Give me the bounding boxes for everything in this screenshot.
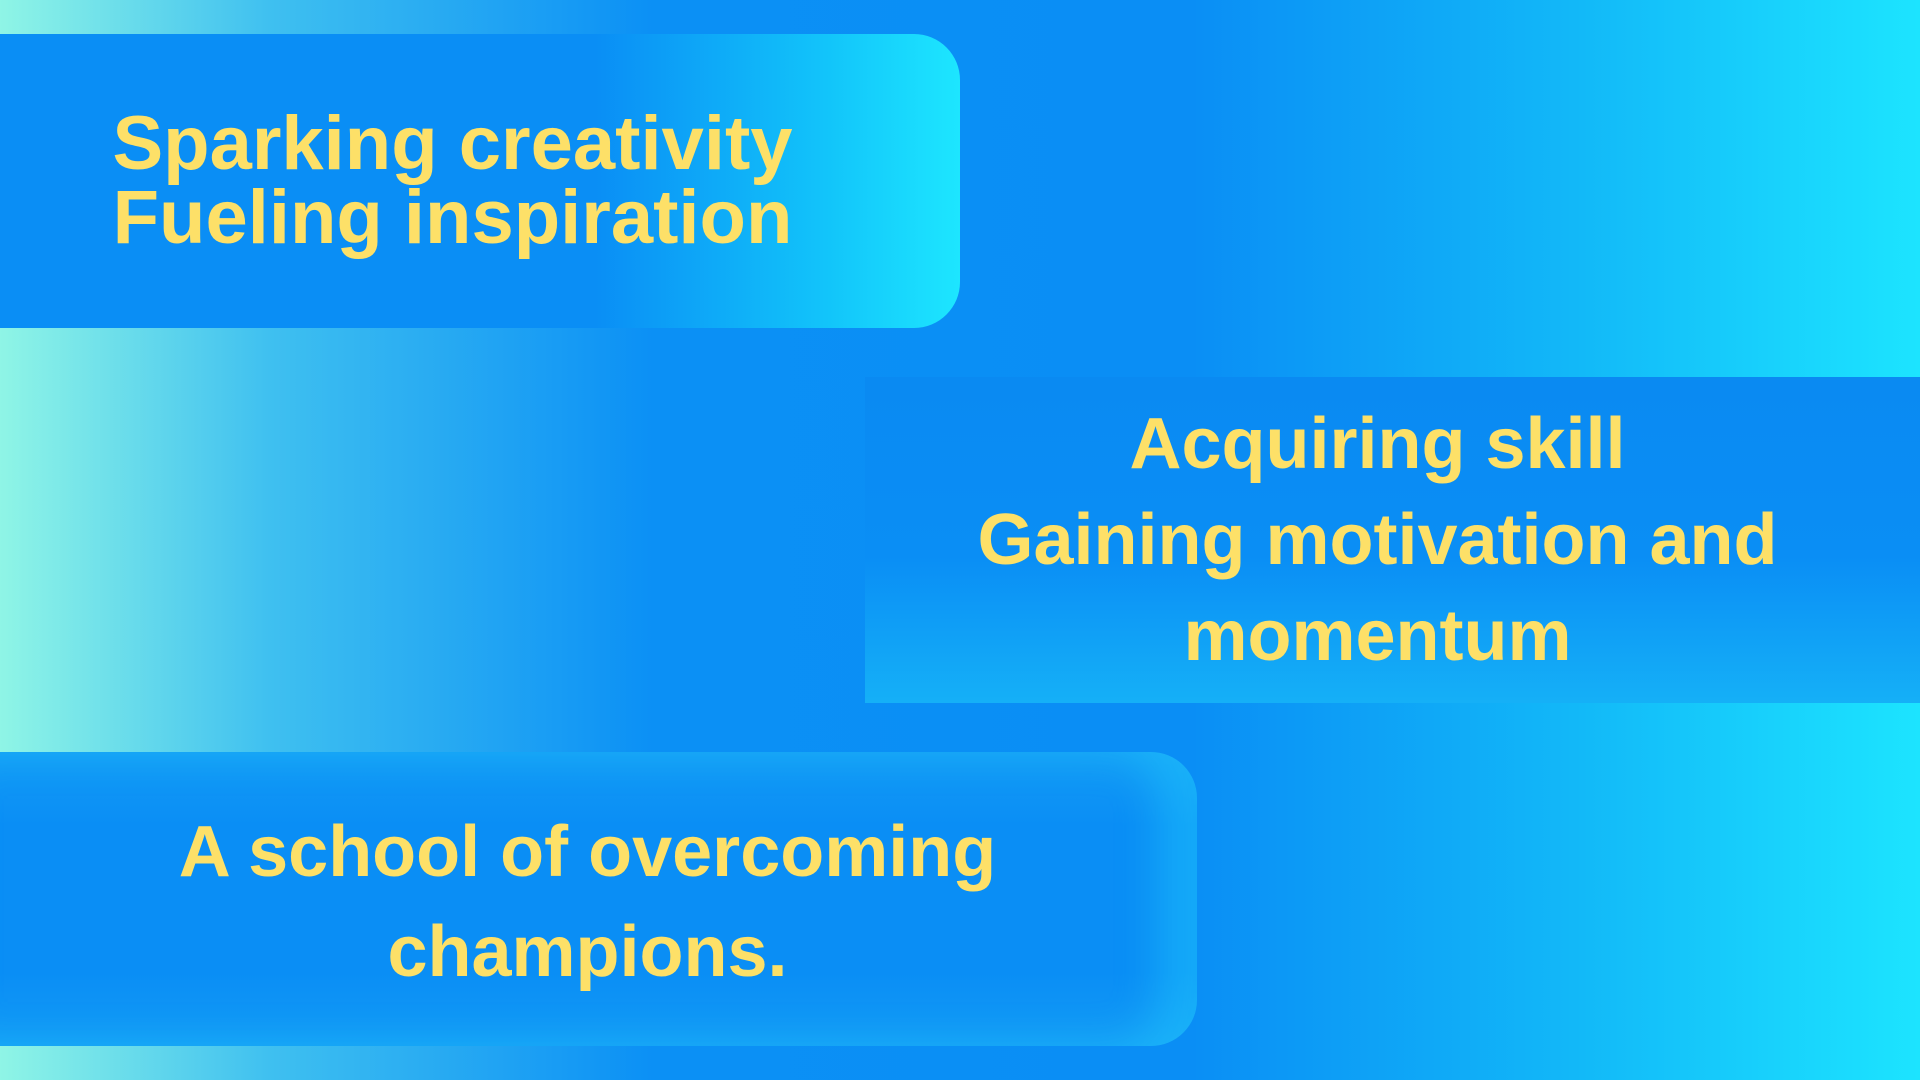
champions-line: champions. [387, 912, 788, 992]
inspiration-line: Fueling inspiration [112, 175, 793, 260]
creativity-panel [0, 34, 960, 328]
momentum-line: momentum [1183, 596, 1572, 676]
school-line: A school of overcoming [178, 812, 997, 892]
motivation-line: Gaining motivation and [977, 500, 1778, 580]
creativity-line: Sparking creativity [112, 101, 793, 186]
skill-panel [865, 377, 1920, 703]
school-panel [0, 752, 1197, 1046]
skill-line: Acquiring skill [1129, 404, 1626, 484]
